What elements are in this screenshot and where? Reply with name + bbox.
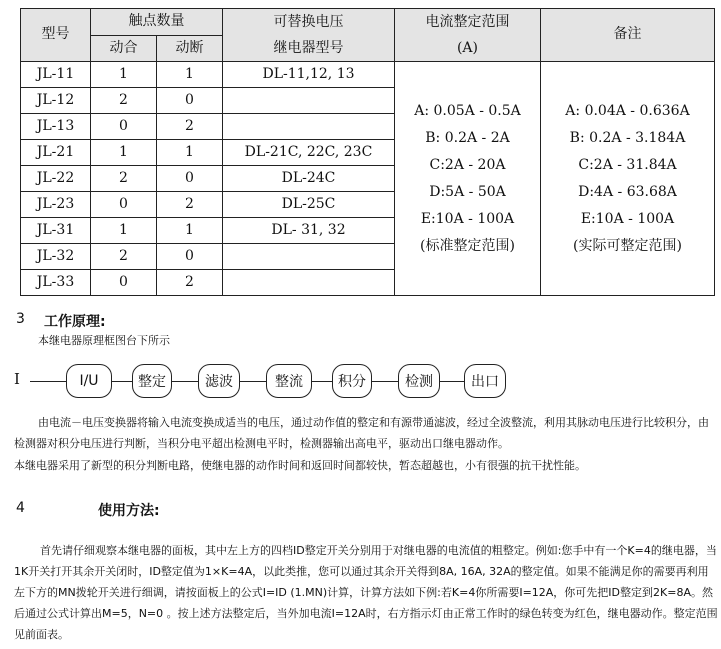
cell-replace <box>223 270 395 296</box>
cell-make: 1 <box>91 218 157 244</box>
cell-break: 1 <box>157 62 223 88</box>
section4-number: 4 <box>16 500 25 516</box>
range-line: C:2A - 20A <box>429 156 506 173</box>
section3-number: 3 <box>16 311 25 327</box>
cell-make: 1 <box>91 140 157 166</box>
cell-replace: DL-11,12, 13 <box>223 62 395 88</box>
cell-model: JL-13 <box>21 114 91 140</box>
cell-model: JL-33 <box>21 270 91 296</box>
header-range-line1: 电流整定范围 <box>425 14 510 30</box>
section4-paragraph: 首先请仔细观察本继电器的面板，其中左上方的四档ID整定开关分别用于对继电器的电流值的粗整定。例如:您手中有一个K=4的继电器，当1K开关打开其余开关闭时，ID整定值为1×K=4A，以此类推，您可以通过其余开关得到8A, 16A, 32A的整定值。如果不能满足你的需要再利用左下方的MN拨轮开关进行细调，请按面板上的公式I=ID (1.MN)计算，计算方法如下例:若K=4你所需要I=12A，你可先把ID整定到2K=8A。然后通过公式计算出M=5，N=0 。按上述方法整定后，当外加电流I=12A时，右方指示灯由正常工作时的绿色转变为红色，继电器动作。整定范围见前面表。 <box>14 544 718 641</box>
note-line: C:2A - 31.84A <box>578 156 677 173</box>
range-line: (标准整定范围) <box>420 237 515 254</box>
cell-model: JL-11 <box>21 62 91 88</box>
cell-replace <box>223 114 395 140</box>
cell-replace: DL-25C <box>223 192 395 218</box>
cell-break: 2 <box>157 270 223 296</box>
cell-make: 0 <box>91 270 157 296</box>
cell-model: JL-31 <box>21 218 91 244</box>
block-integrator: 积分 <box>332 364 372 398</box>
diagram-caption: 本继电器原理框图台下所示 <box>38 334 170 347</box>
cell-break: 1 <box>157 218 223 244</box>
cell-current-range <box>395 62 541 296</box>
range-line: E:10A - 100A <box>420 210 515 227</box>
cell-break: 2 <box>157 114 223 140</box>
cell-break: 0 <box>157 244 223 270</box>
cell-note <box>541 62 715 296</box>
header-range <box>395 9 541 62</box>
block-detector: 检测 <box>398 364 440 398</box>
header-replace-line1: 可替换电压 <box>273 14 344 30</box>
note-line: B: 0.2A - 3.184A <box>569 129 686 146</box>
block-diagram <box>14 360 534 404</box>
input-label: I <box>14 370 20 388</box>
range-line: A: 0.05A - 0.5A <box>414 102 521 119</box>
note-line: D:4A - 63.68A <box>578 183 677 200</box>
section3-paragraph-2: 本继电器采用了新型的积分判断电路，使继电器的动作时间和返回时间都较快，暂态超越也，小有很强的抗干扰性能。 <box>14 459 586 472</box>
cell-model: JL-23 <box>21 192 91 218</box>
cell-break: 0 <box>157 166 223 192</box>
section3-paragraph-1: 由电流－电压变换器将输入电流变换成适当的电压，通过动作值的整定和有源带通滤波，经过全波整流，利用其脉动电压进行比较积分，由检测器对积分电压进行判断，当积分电平超出检测电平时，检测器输出高电平，驱动出口继电器动作。 <box>14 416 709 450</box>
cell-make: 0 <box>91 192 157 218</box>
header-model: 型号 <box>21 9 91 62</box>
cell-make: 2 <box>91 88 157 114</box>
cell-replace: DL-24C <box>223 166 395 192</box>
cell-break: 0 <box>157 88 223 114</box>
note-line: (实际可整定范围) <box>573 237 682 254</box>
note-line: A: 0.04A - 0.636A <box>565 102 690 119</box>
block-setting: 整定 <box>132 364 172 398</box>
cell-replace <box>223 244 395 270</box>
table-row <box>21 62 715 88</box>
cell-break: 1 <box>157 140 223 166</box>
header-replace-line2: 继电器型号 <box>273 40 344 56</box>
cell-make: 0 <box>91 114 157 140</box>
cell-model: JL-12 <box>21 88 91 114</box>
block-iu: I/U <box>66 364 112 398</box>
section3-title: 工作原理: <box>44 314 106 330</box>
spec-table <box>20 8 715 296</box>
cell-model: JL-32 <box>21 244 91 270</box>
cell-model: JL-22 <box>21 166 91 192</box>
header-break: 动断 <box>157 35 223 62</box>
cell-make: 2 <box>91 244 157 270</box>
header-note: 备注 <box>541 9 715 62</box>
cell-make: 2 <box>91 166 157 192</box>
cell-break: 2 <box>157 192 223 218</box>
section4-title: 使用方法: <box>98 503 160 519</box>
header-make: 动合 <box>91 35 157 62</box>
header-replace <box>223 9 395 62</box>
range-line: D:5A - 50A <box>429 183 506 200</box>
header-range-line2: (A) <box>456 40 479 56</box>
range-line: B: 0.2A - 2A <box>425 129 510 146</box>
block-rectifier: 整流 <box>266 364 312 398</box>
cell-model: JL-21 <box>21 140 91 166</box>
block-filter: 滤波 <box>198 364 240 398</box>
block-output: 出口 <box>464 364 506 398</box>
header-contacts: 触点数量 <box>91 9 223 36</box>
cell-make: 1 <box>91 62 157 88</box>
note-line: E:10A - 100A <box>580 210 675 227</box>
cell-replace <box>223 88 395 114</box>
cell-replace: DL- 31, 32 <box>223 218 395 244</box>
cell-replace: DL-21C, 22C, 23C <box>223 140 395 166</box>
